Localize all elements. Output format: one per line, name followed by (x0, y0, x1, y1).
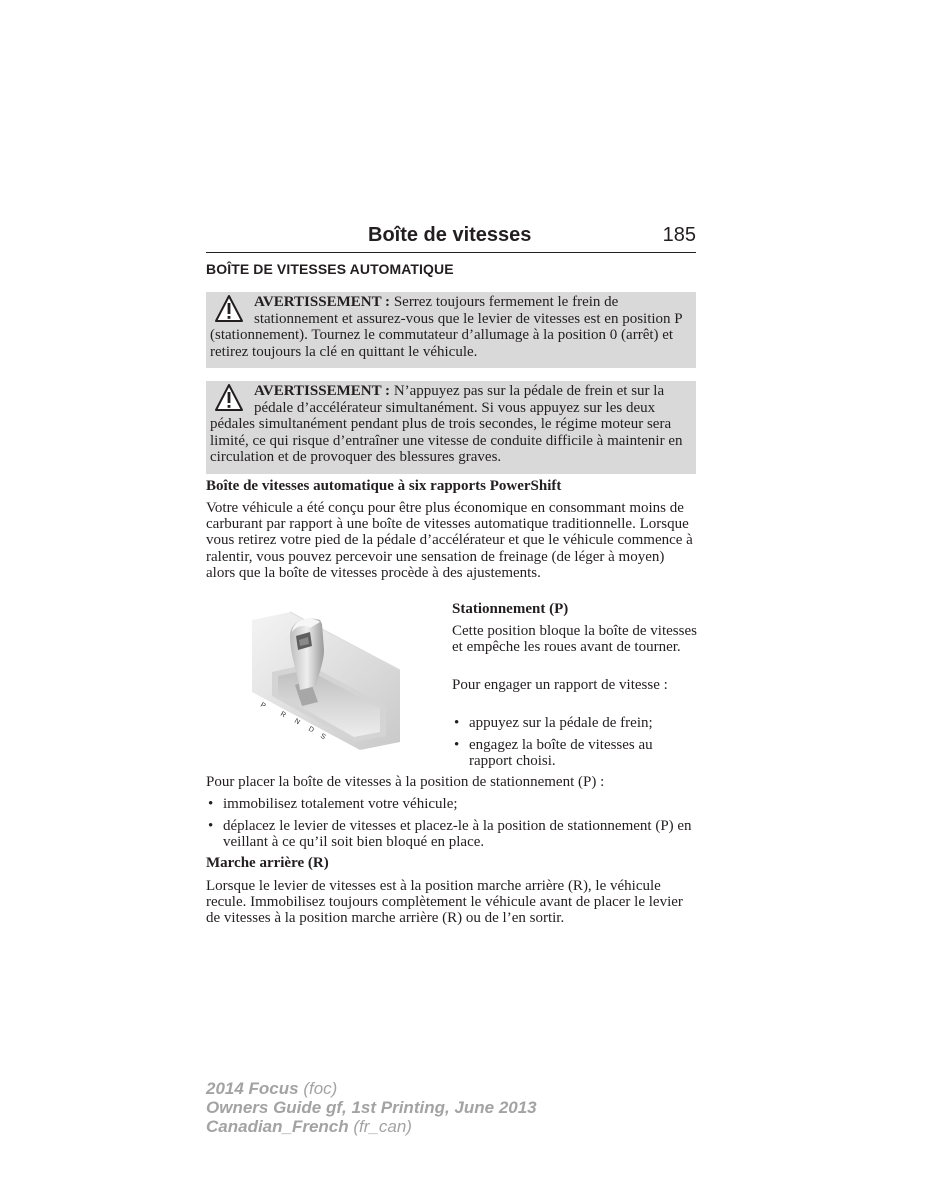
warning-text: N’appuyez pas sur la pédale de frein et sur la pédale d’accélérateur simultanément. Si vous appuyez sur les deux pédales simultanément pendant plus de trois secondes, le régime moteur sera limité, ce qui risque d’entraîner une vitesse de conduite difficile à maintenir en circulation et de provoquer des blessures graves. (210, 383, 683, 466)
page-footer (206, 1079, 537, 1136)
warning-label: AVERTISSEMENT : (254, 294, 391, 310)
paragraph-parking-1: Cette position bloque la boîte de vitesses et empêche les roues avant de tourner. (452, 623, 697, 656)
warning-box (206, 381, 696, 474)
warning-label: AVERTISSEMENT : (254, 383, 391, 399)
gear-letter-r: R (279, 710, 287, 720)
footer-model-code: (foc) (298, 1079, 338, 1098)
parking-bullet-list (452, 715, 698, 770)
list-item: • immobilisez totalement votre véhicule; (206, 796, 696, 812)
page-title: Boîte de vitesses (368, 224, 532, 246)
gear-letter-s: S (319, 732, 327, 742)
parking-steps-list (206, 796, 696, 851)
gear-letter-d: D (307, 725, 315, 735)
warning-text: Serrez toujours fermement le frein de stationnement et assurez-vous que le levier de vitesses est en position P (stationnement). Tournez le commutateur d’allumage à la position 0 (arrêt) et retirez toujours la clé en quittant le véhicule. (210, 294, 683, 360)
warning-triangle-icon (214, 383, 244, 413)
footer-printing: Owners Guide gf, 1st Printing, June 2013 (206, 1098, 537, 1117)
paragraph-parking-2: Pour engager un rapport de vitesse : (452, 677, 668, 693)
paragraph-parking-3: Pour placer la boîte de vitesses à la position de stationnement (P) : (206, 774, 605, 790)
list-item: • appuyez sur la pédale de frein; (452, 715, 698, 731)
section-title: BOÎTE DE VITESSES AUTOMATIQUE (206, 261, 454, 277)
list-item: • engagez la boîte de vitesses au rapport choisi. (452, 737, 698, 769)
footer-language-code: (fr_can) (348, 1117, 412, 1136)
warning-triangle-icon (214, 294, 244, 324)
subheading-reverse: Marche arrière (R) (206, 855, 329, 871)
paragraph-reverse: Lorsque le levier de vitesses est à la position marche arrière (R), le véhicule recule. Immobilisez toujours complètement le véhicule avant de placer le levier de vitesses à la position marche arrière (R) ou de l’en sortir. (206, 878, 683, 927)
subheading-parking: Stationnement (P) (452, 601, 569, 617)
page-number: 185 (662, 224, 696, 246)
paragraph-powershift: Votre véhicule a été conçu pour être plus économique en consommant moins de carburant par rapport à une boîte de vitesses automatique traditionnelle. Lorsque vous retirez votre pied de la pédale d’accélérateur et que le véhicule commence à ralentir, vous pouvez percevoir une sensation de freinage (de léger à moyen) alors que la boîte de vitesses procède à des ajustements. (206, 500, 693, 581)
footer-language: Canadian_French (206, 1117, 349, 1136)
footer-model: 2014 Focus (206, 1079, 299, 1098)
gear-shifter-illustration (250, 610, 400, 750)
gear-letter-n: N (293, 717, 301, 727)
gear-letter-p: P (259, 701, 267, 711)
list-item: • déplacez le levier de vitesses et placez-le à la position de stationnement (P) en veillant à ce qu’il soit bien bloqué en place. (206, 818, 696, 850)
subheading-powershift: Boîte de vitesses automatique à six rapports PowerShift (206, 478, 562, 494)
warning-box (206, 292, 696, 368)
page-header (206, 222, 696, 253)
